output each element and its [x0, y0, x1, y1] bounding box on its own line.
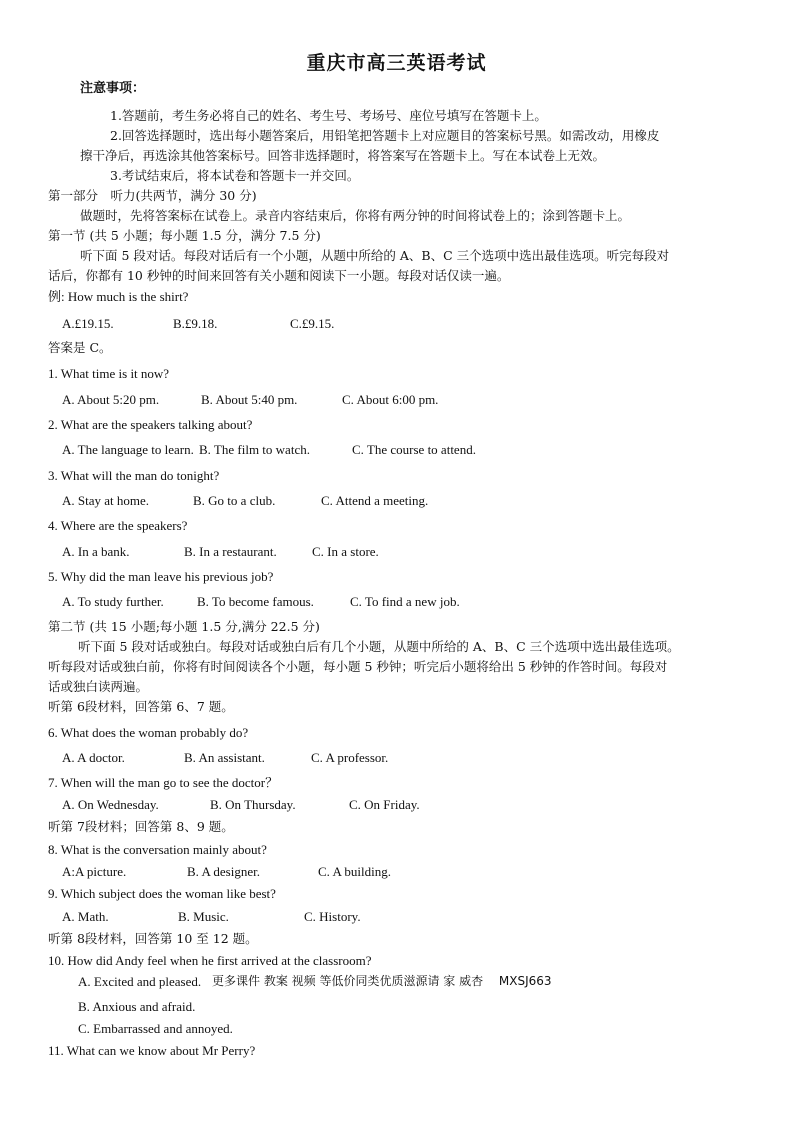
q7-option-b: B. On Thursday. — [210, 797, 296, 812]
material-6-heading: 听第 6段材料，回答第 6、7 题。 — [48, 699, 234, 714]
q8-option-c: C. A building. — [318, 864, 391, 879]
section2-instruction-cont: 听每段对话或独白前，你将有时间阅读各个小题，每小题 5 秒钟；听完后小题将给出 5 秒钟的作答时间。每段对 — [48, 659, 668, 674]
part1-instruction: 做题时，先将答案标在试卷上。录音内容结束后，你将有两分钟的时间将试卷上的；涂到答题卡上。 — [80, 208, 631, 223]
example-option-c: C.£9.15. — [290, 316, 335, 331]
notice-item-3: 3.考试结束后，将本试卷和答题卡一并交回。 — [110, 168, 360, 183]
q2-option-b: B. The film to watch. — [199, 442, 310, 457]
question-6: 6. What does the woman probably do? — [48, 725, 249, 740]
q7-option-c: C. On Friday. — [349, 797, 420, 812]
q9-option-a: A. Math. — [62, 909, 109, 924]
page-title: 重庆市高三英语考试 — [306, 52, 487, 74]
q6-option-a: A. A doctor. — [62, 750, 125, 765]
q8-option-b: B. A designer. — [187, 864, 260, 879]
q8-option-a: A:A picture. — [62, 864, 127, 879]
q7-option-a: A. On Wednesday. — [62, 797, 159, 812]
question-1: 1. What time is it now? — [48, 366, 170, 381]
q10-option-a: A. Excited and pleased. — [78, 974, 202, 989]
material-7-heading: 听第 7段材料；回答第 8、9 题。 — [48, 819, 234, 834]
q5-option-c: C. To find a new job. — [350, 594, 460, 609]
q4-option-c: C. In a store. — [312, 544, 379, 559]
q2-option-c: C. The course to attend. — [352, 442, 476, 457]
watermark-text: 更多课件 教案 视频 等低价同类优质滋源请 家 威杏 MXSJ663 — [212, 974, 552, 988]
section2-instruction-end: 话或独白读两遍。 — [48, 679, 149, 694]
q4-option-b: B. In a restaurant. — [184, 544, 277, 559]
q10-option-b: B. Anxious and afraid. — [78, 999, 196, 1014]
q3-option-c: C. Attend a meeting. — [321, 493, 429, 508]
question-10: 10. How did Andy feel when he first arrived at the classroom? — [48, 953, 372, 968]
q1-option-b: B. About 5:40 pm. — [201, 392, 298, 407]
q1-option-c: C. About 6:00 pm. — [342, 392, 439, 407]
question-2: 2. What are the speakers talking about? — [48, 417, 253, 432]
section1-instruction-cont: 话后，你都有 10 秒钟的时间来回答有关小题和阅读下一小题。每段对话仅读一遍。 — [48, 268, 510, 283]
part1-heading: 第一部分 听力(共两节，满分 30 分) — [48, 188, 257, 203]
q3-option-b: B. Go to a club. — [193, 493, 276, 508]
q6-option-c: C. A professor. — [311, 750, 389, 765]
question-9: 9. Which subject does the woman like best? — [48, 886, 276, 901]
notice-item-1: 1.答题前，考生务必将自己的姓名、考生号、考场号、座位号填写在答题卡上。 — [110, 108, 547, 123]
question-11: 11. What can we know about Mr Perry? — [48, 1043, 256, 1058]
q9-option-c: C. History. — [304, 909, 361, 924]
question-8: 8. What is the conversation mainly about? — [48, 842, 267, 857]
notice-item-2: 2.回答选择题时，选出每小题答案后，用铅笔把答题卡上对应题目的答案标号黑。如需改动，用橡皮 — [110, 128, 660, 143]
q3-option-a: A. Stay at home. — [62, 493, 150, 508]
question-3: 3. What will the man do tonight? — [48, 468, 220, 483]
question-4: 4. Where are the speakers? — [48, 518, 188, 533]
q5-option-a: A. To study further. — [62, 594, 164, 609]
q10-option-c: C. Embarrassed and annoyed. — [78, 1021, 233, 1036]
q2-option-a: A. The language to learn. — [62, 442, 194, 457]
question-5: 5. Why did the man leave his previous job? — [48, 569, 274, 584]
example-option-a: A.£19.15. — [62, 316, 114, 331]
q6-option-b: B. An assistant. — [184, 750, 265, 765]
q4-option-a: A. In a bank. — [62, 544, 130, 559]
q1-option-a: A. About 5:20 pm. — [62, 392, 160, 407]
example-question: 例: How much is the shirt? — [48, 289, 189, 304]
question-7: 7. When will the man go to see the doctor？ — [48, 775, 279, 790]
section2-heading: 第二节 (共 15 小题;每小题 1.5 分,满分 22.5 分) — [48, 619, 320, 634]
q9-option-b: B. Music. — [178, 909, 229, 924]
example-answer: 答案是 C。 — [48, 340, 112, 355]
q5-option-b: B. To become famous. — [197, 594, 314, 609]
example-option-b: B.£9.18. — [173, 316, 218, 331]
section1-instruction: 听下面 5 段对话。每段对话后有一个小题，从题中所给的 A、B、C 三个选项中选出最佳选项。听完每段对 — [80, 248, 670, 263]
notice-heading: 注意事项： — [80, 81, 146, 96]
section1-heading: 第一节 (共 5 小题；每小题 1.5 分，满分 7.5 分) — [48, 228, 321, 243]
material-8-heading: 听第 8段材料，回答第 10 至 12 题。 — [48, 931, 258, 946]
section2-instruction: 听下面 5 段对话或独白。每段对话或独白后有几个小题，从题中所给的 A、B、C 三个选项中选出最佳选项。 — [78, 639, 680, 654]
notice-item-2-cont: 擦干净后，再选涂其他答案标号。回答非选择题时，将答案写在答题卡上。写在本试卷上无效。 — [80, 148, 606, 163]
